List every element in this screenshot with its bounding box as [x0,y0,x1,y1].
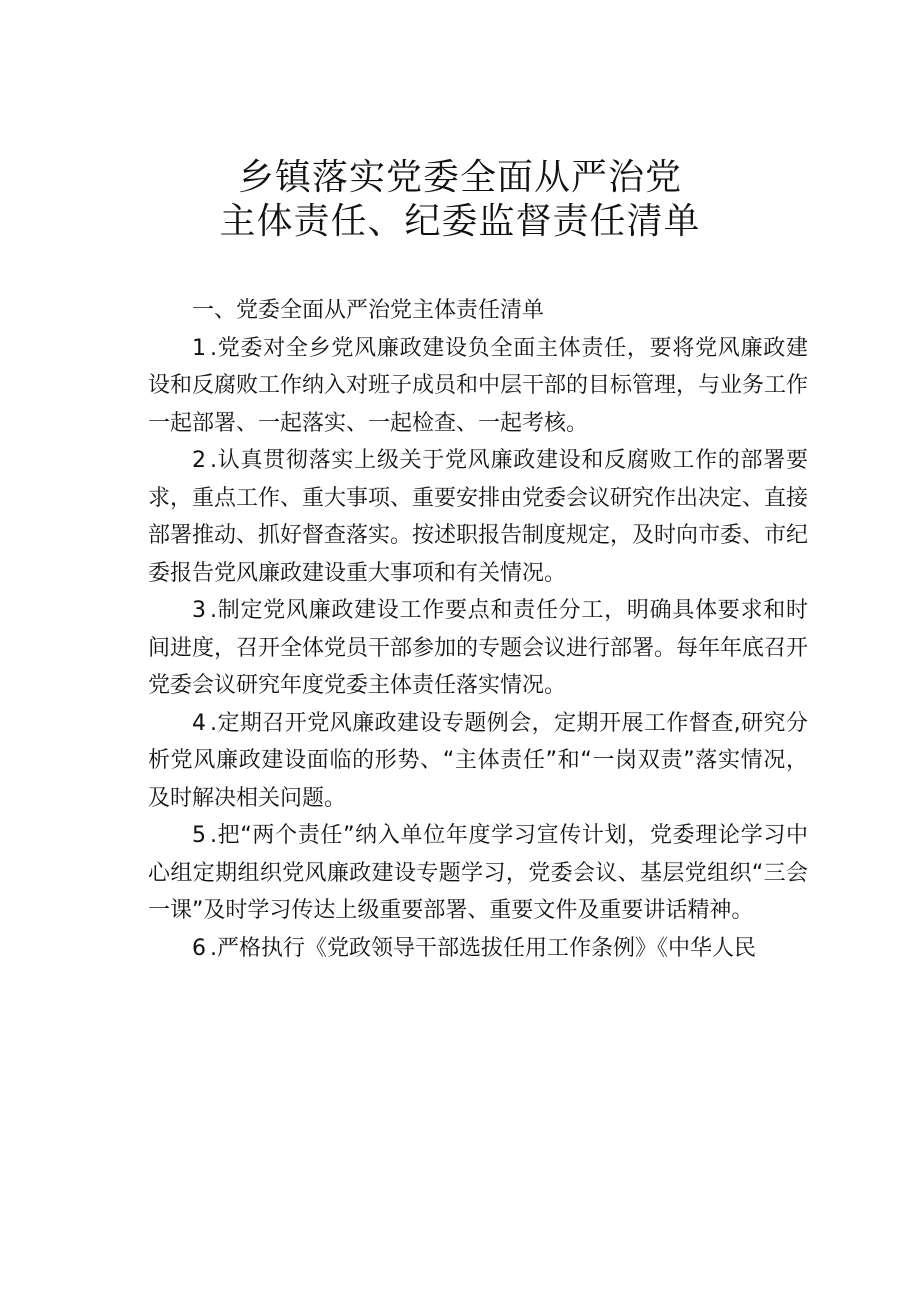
document-title-line-1: 乡镇落实党委全面从严治党 [237,157,682,198]
item-text: .严格执行《党政领导干部选拔任用工作条例》《中华人民 [210,935,756,961]
document-body [148,292,808,967]
item-text: .认真贯彻落实上级关于党风廉政建设和反腐败工作的部署要求，重点工作、重大事项、重要安排由党委会议研究作出决定、直接部署推动、抓好督查落实。按述职报告制度规定，及时向市委、市纪委报告党风廉政建设重大事项和有关情况。 [148,448,809,586]
item-number: 4 [192,710,210,736]
item-text: .制定党风廉政建设工作要点和责任分工，明确具体要求和时间进度，召开全体党员干部参加的专题会议进行部署。每年年底召开党委会议研究年度党委主体责任落实情况。 [148,598,809,698]
item-number: 2 [192,448,210,473]
item-text: .党委对全乡党风廉政建设负全面主体责任，要将党风廉政建设和反腐败工作纳入对班子成员和中层干部的目标管理，与业务工作一起部署、一起落实、一起检查、一起考核。 [148,335,809,436]
list-item [148,817,808,930]
list-item [148,330,808,443]
list-item [148,705,808,818]
section-heading: 一、党委全面从严治党主体责任清单 [192,298,545,323]
item-number: 6 [192,935,210,961]
item-number: 3 [192,598,210,623]
list-item [148,442,808,592]
item-number: 5 [192,823,210,848]
item-number: 1 [192,335,210,361]
item-text: .把“两个责任”纳入单位年度学习宣传计划，党委理论学习中心组定期组织党风廉政建设专题学习，党委会议、基层党组织“三会一课”及时学习传达上级重要部署、重要文件及重要讲话精神。 [148,823,808,923]
list-item [148,592,808,705]
document-title-line-2: 主体责任、纪委监督责任清单 [219,201,701,242]
list-item [148,930,808,968]
item-text: .定期召开党风廉政建设专题例会，定期开展工作督查,研究分析党风廉政建设面临的形势、“主体责任”和“一岗双责”落实情况，及时解决相关问题。 [148,710,808,811]
